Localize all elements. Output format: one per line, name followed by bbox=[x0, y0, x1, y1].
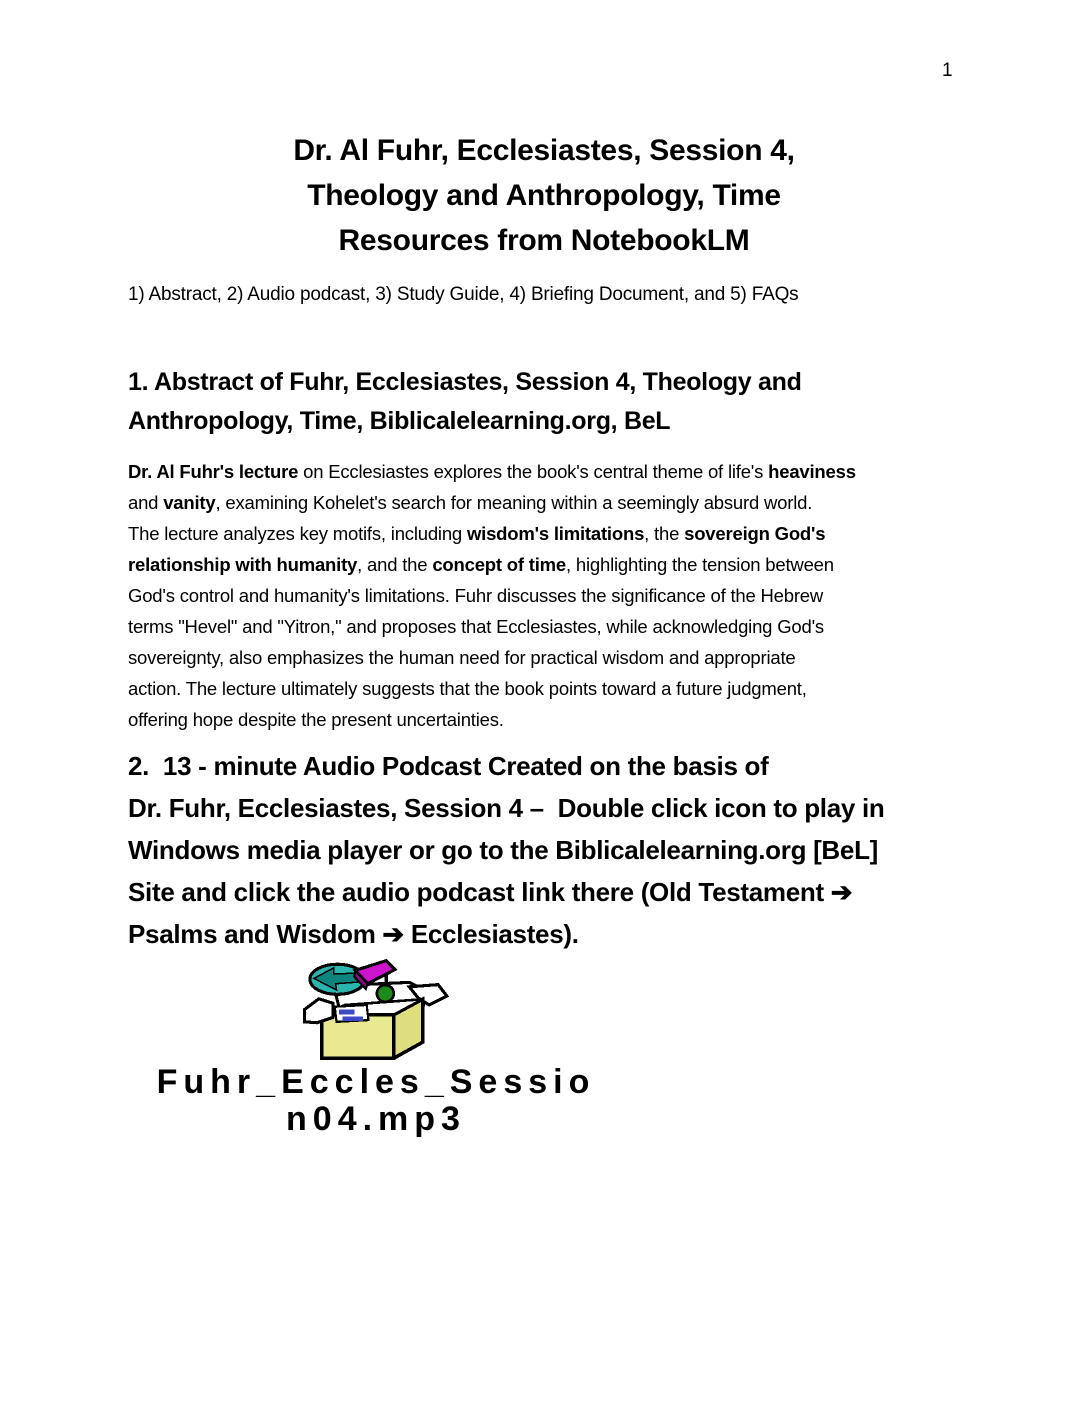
document-title-line: Resources from NotebookLM bbox=[338, 224, 750, 257]
paragraph-line: The lecture analyzes key motifs, including wisdom's limitations, the sovereign God's bbox=[128, 523, 826, 544]
paragraph-line: relationship with humanity, and the concept of time, highlighting the tension between bbox=[128, 554, 834, 575]
audio-file-caption-line: n04.mp3 bbox=[286, 1100, 466, 1138]
section2-heading-line: 2. 13 - minute Audio Podcast Created on the basis of bbox=[128, 751, 769, 781]
page-number: 1 bbox=[942, 60, 953, 81]
document-title bbox=[128, 128, 960, 263]
resource-list-line: 1) Abstract, 2) Audio podcast, 3) Study Guide, 4) Briefing Document, and 5) FAQs bbox=[128, 284, 799, 305]
section1-heading-line: 1. Abstract of Fuhr, Ecclesiastes, Session 4, Theology and bbox=[128, 368, 802, 396]
section1-heading-line: Anthropology, Time, Biblicalelearning.org, BeL bbox=[128, 407, 671, 435]
section2-heading bbox=[128, 745, 884, 955]
paragraph-line: God's control and humanity's limitations. Fuhr discusses the significance of the Hebrew bbox=[128, 585, 824, 606]
abstract-paragraph bbox=[128, 456, 856, 735]
document-title-line: Theology and Anthropology, Time bbox=[307, 179, 781, 212]
audio-file-object[interactable] bbox=[130, 958, 622, 1138]
audio-file-caption bbox=[130, 1064, 622, 1138]
section2-heading-line: Windows media player or go to the Biblicalelearning.org [BeL] bbox=[128, 835, 879, 865]
paragraph-line: terms "Hevel" and "Yitron," and proposes that Ecclesiastes, while acknowledging God's bbox=[128, 616, 824, 637]
document-title-line: Dr. Al Fuhr, Ecclesiastes, Session 4, bbox=[293, 134, 795, 167]
paragraph-line: action. The lecture ultimately suggests that the book points toward a future judgment, bbox=[128, 678, 807, 699]
section2-heading-line: Dr. Fuhr, Ecclesiastes, Session 4 – Double click icon to play in bbox=[128, 793, 885, 823]
media-clip-package-icon[interactable] bbox=[302, 958, 450, 1060]
section2-heading-line: Psalms and Wisdom ➔ Ecclesiastes). bbox=[128, 919, 579, 949]
audio-file-caption-line: Fuhr_Eccles_Sessio bbox=[156, 1063, 596, 1101]
paragraph-line: and vanity, examining Kohelet's search for meaning within a seemingly absurd world. bbox=[128, 492, 813, 513]
section2-heading-line: Site and click the audio podcast link there (Old Testament ➔ bbox=[128, 877, 853, 907]
paragraph-line: Dr. Al Fuhr's lecture on Ecclesiastes explores the book's central theme of life's heaviness bbox=[128, 461, 856, 482]
section1-heading bbox=[128, 363, 802, 441]
paragraph-line: offering hope despite the present uncertainties. bbox=[128, 709, 504, 730]
paragraph-line: sovereignty, also emphasizes the human need for practical wisdom and appropriate bbox=[128, 647, 796, 668]
